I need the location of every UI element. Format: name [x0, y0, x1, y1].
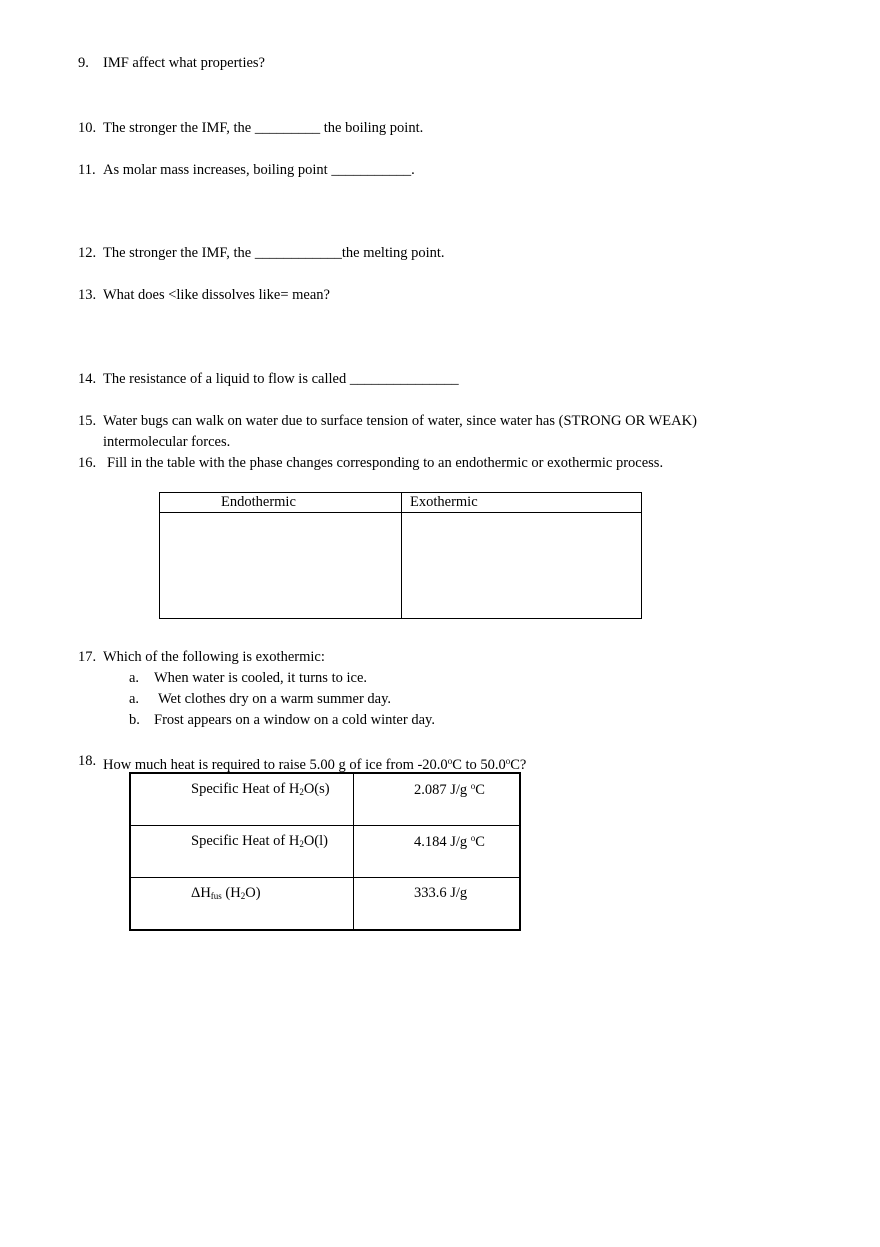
question-text: How much heat is required to raise 5.00 g of ice from -20.0$^o$C to 50.0$^o$C?: [103, 756, 527, 773]
question-number: 11.: [78, 162, 96, 178]
phase-change-table: [159, 492, 642, 619]
question-text: Which of the following is exothermic:: [103, 649, 325, 665]
question-text: The stronger the IMF, the ____________the melting point.: [103, 245, 445, 261]
question-text-line-1: Water bugs can walk on water due to surface tension of water, since water has (STRONG OR WEAK): [103, 413, 697, 429]
exothermic-answer-cell[interactable]: [402, 513, 642, 619]
question-number: 16.: [78, 455, 97, 471]
phase-table-header-row: [160, 493, 642, 513]
question-number: 18.: [78, 753, 97, 769]
question-number: 14.: [78, 371, 97, 387]
endothermic-answer-cell[interactable]: [160, 513, 402, 619]
question-text: The stronger the IMF, the _________ the boiling point.: [103, 120, 424, 136]
option-letter: b.: [129, 712, 140, 728]
question-number: 13.: [78, 287, 97, 303]
question-text: IMF affect what properties?: [103, 55, 265, 71]
constant-value: 2.087 J/g $^o$C: [354, 773, 521, 826]
endothermic-header: Endothermic: [160, 493, 402, 513]
constant-value: 333.6 J/g: [354, 878, 521, 931]
table-row: [130, 773, 520, 826]
question-number: 10.: [78, 120, 97, 136]
question-number: 15.: [78, 413, 97, 429]
option-letter: a.: [129, 691, 140, 707]
question-text: The resistance of a liquid to flow is called _______________: [103, 371, 459, 387]
question-number: 17.: [78, 649, 97, 665]
question-number: 12.: [78, 245, 97, 261]
option-text: Frost appears on a window on a cold winter day.: [154, 712, 435, 728]
option-text: Wet clothes dry on a warm summer day.: [158, 691, 392, 707]
question-text-line-2: intermolecular forces.: [103, 434, 231, 450]
question-number: 9.: [78, 55, 89, 71]
option-text: When water is cooled, it turns to ice.: [154, 670, 368, 686]
exothermic-header: Exothermic: [402, 493, 642, 513]
question-text: Fill in the table with the phase changes corresponding to an endothermic or exothermic process.: [107, 455, 664, 471]
constant-label: Specific Heat of $H_2O(s)$: [130, 773, 354, 826]
constant-label: Specific Heat of $H_2O(l)$: [130, 826, 354, 878]
constant-label: $\Delta H_{fus}$ $(H_2O)$: [130, 878, 354, 931]
table-row: [130, 878, 520, 931]
constant-value: 4.184 J/g $^o$C: [354, 826, 521, 878]
phase-table-answer-row: [160, 513, 642, 619]
option-letter: a.: [129, 670, 140, 686]
question-text: What does <like dissolves like= mean?: [103, 287, 330, 303]
question-text: As molar mass increases, boiling point ___________.: [103, 162, 415, 178]
table-row: [130, 826, 520, 878]
heat-constants-table: [129, 772, 521, 931]
